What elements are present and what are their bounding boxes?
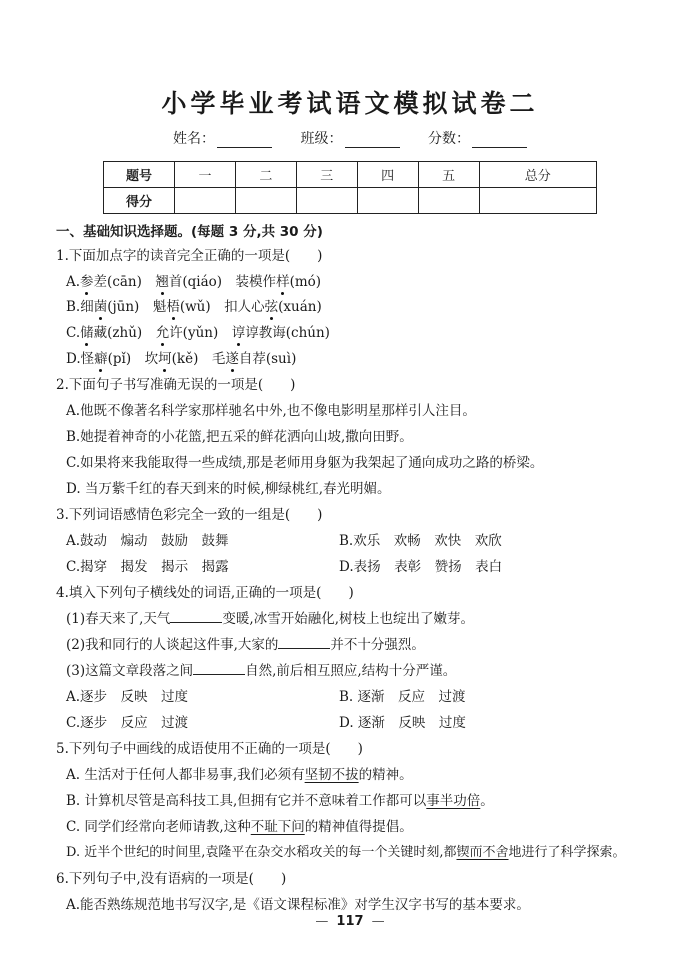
question-2-option-b: B.她提着神奇的小花篮,把五采的鲜花洒向山坡,撒向田野。: [66, 429, 413, 445]
column-header: 五: [418, 162, 479, 188]
question-4-stem: 4.填入下列句子横线处的词语,正确的一项是( ): [56, 585, 354, 601]
question-5-option-c: C. 同学们经常向老师请教,这种不耻下问的精神值得提倡。: [66, 819, 413, 835]
answer-blank[interactable]: [170, 610, 222, 623]
question-1-option-a: A.参差(cān) 翘首(qiáo) 装模作样(mó): [66, 274, 322, 290]
question-2-option-d: D. 当万紫千红的春天到来的时候,柳绿桃红,春光明媚。: [66, 481, 391, 497]
score-row-header: 得分: [104, 188, 175, 214]
name-label: 姓名：: [173, 131, 216, 147]
section-heading: 一、基础知识选择题。(每题 3 分,共 30 分): [56, 224, 323, 240]
question-6-option-a: A.能否熟练规范地书写汉字,是《语文课程标准》对学生汉字书写的基本要求。: [66, 897, 530, 913]
column-header: 三: [296, 162, 357, 188]
question-1-stem: 1.下面加点字的读音完全正确的一项是( ): [56, 248, 323, 264]
score-row: [104, 188, 597, 214]
question-5-option-d: D. 近半个世纪的时间里,袁隆平在杂交水稻攻关的每一个关键时刻,都锲而不舍地进行了科学探索。: [66, 845, 626, 860]
question-5-stem: 5.下列句子中画线的成语使用不正确的一项是( ): [56, 741, 363, 757]
page-number: — 117 —: [315, 914, 385, 929]
question-1-option-d: D.怪癖(pǐ) 坎坷(kě) 毛遂自荐(suì): [66, 351, 297, 367]
score-cell[interactable]: [175, 188, 236, 214]
column-header: 总分: [479, 162, 596, 188]
score-cell[interactable]: [235, 188, 296, 214]
question-4-sentence-1: (1)春天来了,天气 变暖,冰雪开始融化,树枝上也绽出了嫩芽。: [66, 611, 475, 627]
question-1-option-b: B.细菌(jūn) 魁梧(wǔ) 扣人心弦(xuán): [66, 299, 322, 315]
student-info-row: [0, 128, 700, 148]
question-2-option-a: A.他既不像著名科学家那样驰名中外,也不像电影明星那样引人注目。: [66, 403, 476, 419]
question-4-option-b: B. 逐渐 反应 过渡: [339, 689, 466, 705]
question-5-option-a: A. 生活对于任何人都非易事,我们必须有坚韧不拔的精神。: [66, 767, 413, 783]
column-header: 二: [235, 162, 296, 188]
column-header: 一: [175, 162, 236, 188]
score-cell[interactable]: [479, 188, 596, 214]
question-5-option-b: B. 计算机尽管是高科技工具,但拥有它并不意味着工作都可以事半功倍。: [66, 793, 494, 809]
question-4-option-a: A.逐步 反映 过度: [66, 689, 189, 705]
answer-blank[interactable]: [278, 636, 330, 649]
question-6-stem: 6.下列句子中,没有语病的一项是( ): [56, 871, 287, 887]
exam-title: 小学毕业考试语文模拟试卷二: [161, 89, 539, 118]
score-field[interactable]: [472, 133, 527, 148]
score-cell[interactable]: [296, 188, 357, 214]
question-4-option-c: C.逐步 反应 过渡: [66, 715, 189, 731]
score-label: 分数：: [427, 131, 470, 147]
question-3-option-c: C.揭穿 揭发 揭示 揭露: [66, 559, 229, 575]
question-number-header: 题号: [104, 162, 175, 188]
question-2-option-c: C.如果将来我能取得一些成绩,那是老师用身躯为我架起了通向成功之路的桥梁。: [66, 455, 544, 471]
question-number-row: [104, 162, 597, 188]
question-1-option-c: C.储藏(zhǔ) 允许(yǔn) 谆谆教诲(chún): [66, 325, 330, 341]
name-field[interactable]: [217, 133, 272, 148]
column-header: 四: [357, 162, 418, 188]
question-3-stem: 3.下列词语感情色彩完全一致的一组是( ): [56, 507, 323, 523]
score-table: [103, 161, 597, 214]
question-3-option-d: D.表扬 表彰 赞扬 表白: [339, 559, 503, 575]
question-4-sentence-3: (3)这篇文章段落之间 自然,前后相互照应,结构十分严谨。: [66, 663, 457, 679]
question-4-sentence-2: (2)我和同行的人谈起这件事,大家的 并不十分强烈。: [66, 637, 425, 653]
answer-blank[interactable]: [193, 662, 245, 675]
score-cell[interactable]: [418, 188, 479, 214]
class-field[interactable]: [345, 133, 400, 148]
class-label: 班级：: [300, 131, 343, 147]
question-3-option-b: B.欢乐 欢畅 欢快 欢欣: [339, 533, 502, 549]
question-3-option-a: A.鼓动 煽动 鼓励 鼓舞: [66, 533, 229, 549]
score-cell[interactable]: [357, 188, 418, 214]
question-2-stem: 2.下面句子书写准确无误的一项是( ): [56, 377, 296, 393]
question-4-option-d: D. 逐渐 反映 过度: [339, 715, 466, 731]
